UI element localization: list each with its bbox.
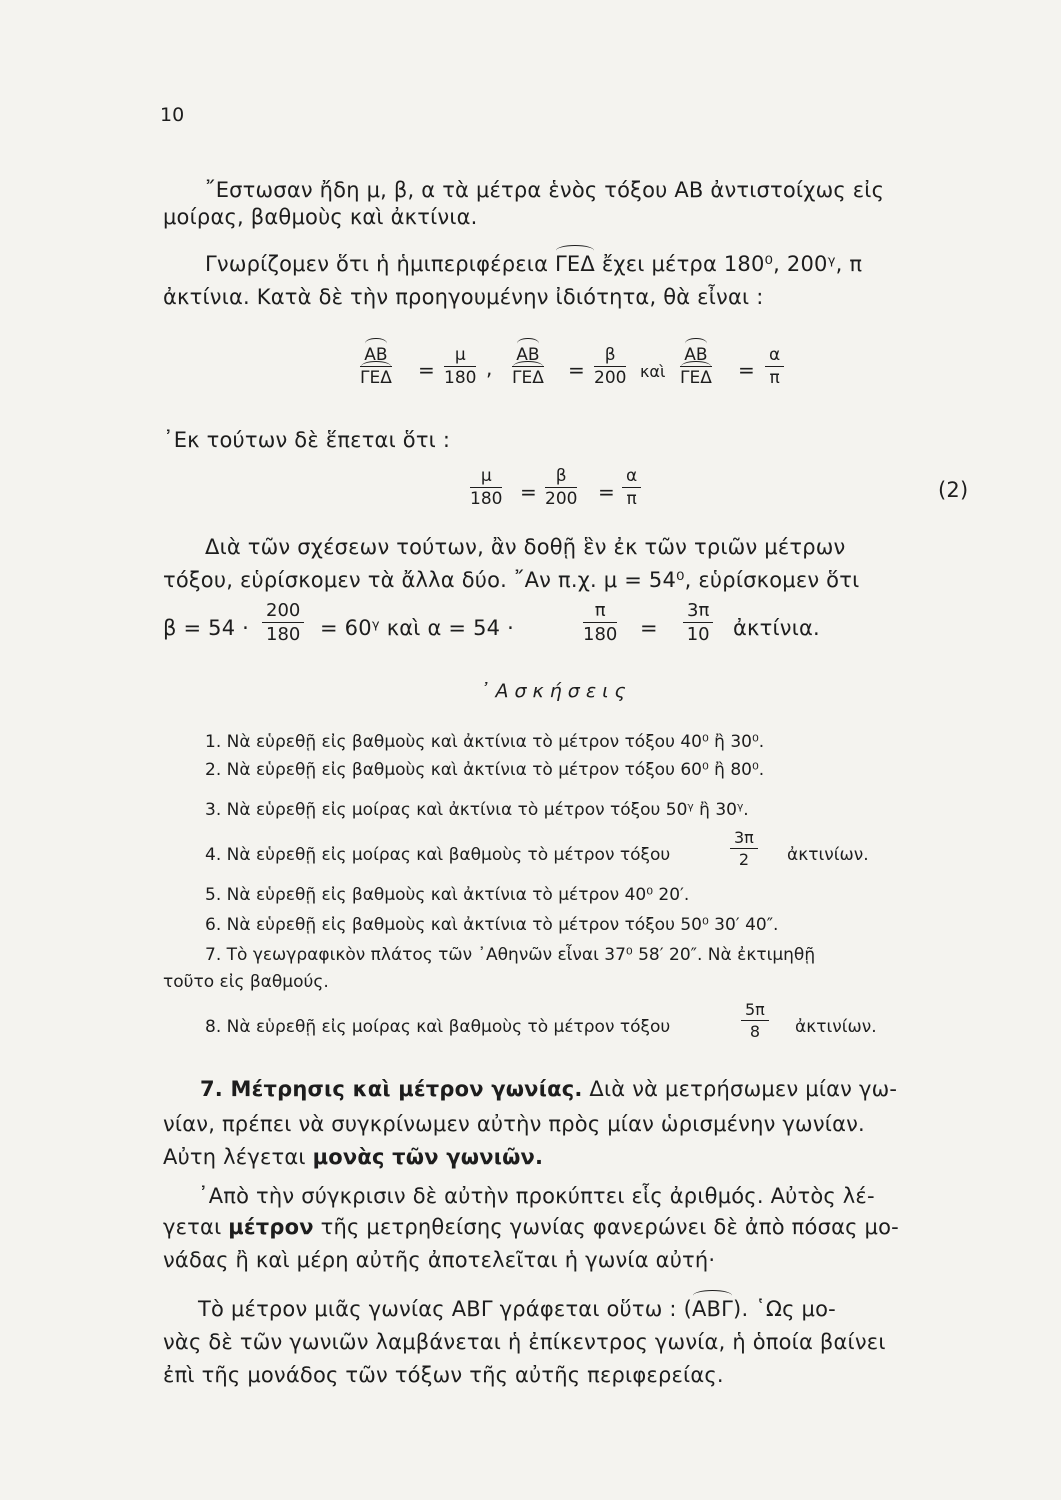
exercise-1: 1. Νὰ εὑρεθῇ εἰς βαθμοὺς καὶ ἀκτίνια τὸ μέτρον τόξου 40⁰ ἢ 30⁰. [205, 732, 765, 752]
section-7-line-3: Αὐτη λέγεται μονὰς τῶν γωνιῶν. [163, 1145, 544, 1169]
exercise-2: 2. Νὰ εὑρεθῇ εἰς βαθμοὺς καὶ ἀκτίνια τὸ μέτρον τόξου 60⁰ ἢ 80⁰. [205, 760, 765, 780]
section-7-line-2: νίαν, πρέπει νὰ συγκρίνωμεν αὐτὴν πρὸς μίαν ὡρισμένην γωνίαν. [163, 1112, 865, 1136]
eq2-frac-alpha-pi: $\frac{\alpha}{\pi}$ [622, 466, 641, 509]
exercise-4-tail: ἀκτινίων. [787, 845, 869, 865]
section-7-line-1: 7. Μέτρησις καὶ μέτρον γωνίας. Διὰ νὰ μετρήσωμεν μίαν γω- [200, 1077, 898, 1101]
eq3-frac-200-180: $\frac{200}{180}$ [262, 600, 304, 645]
book-page: 10 ῎Εστωσαν ἤδη μ, β, α τὰ μέτρα ἑνὸς τόξου ΑΒ ἀντιστοίχως εἰς μοίρας, βαθμοὺς καὶ ἀκτίνια. Γνωρίζομεν ὅτι ἡ ἡμιπεριφέρεια ΓΕΔ ἔχει μέτρα 180⁰, 200ᵞ, π ἀκτίνια. Κατὰ δὲ τὴν προηγουμένην ἰδιότητα, θὰ εἶναι : ΑΒ ΓΕΔ = $\frac{\mu}{180}$ , ΑΒ ΓΕΔ = $\frac{\beta}{200}$ καὶ ΑΒ ΓΕΔ = $\frac{\alpha}{\pi}$ ᾽Εκ τούτων δὲ ἕπεται ὅτι : $\frac{\mu}{180}$ = $\frac{\beta}{200}$ = $\frac{\alpha}{\pi}$ (2) Διὰ τῶν σχέσεων τούτων, ἂν δοθῇ ἓν ἐκ τῶν τριῶν μέτρων τόξου, εὑρίσκομεν τὰ ἄλλα δύο. ῎Αν π.χ. μ = 54⁰, εὑρίσκομεν ὅτι β = 54 · $\frac{200}{180}$ = 60ᵞ καὶ α = 54 · $\frac{\pi}{180}$ = $\frac{3\pi}{10}$ ἀκτίνια. ᾽Ασκήσεις 1. Νὰ εὑρεθῇ εἰς βαθμοὺς καὶ ἀκτίνια τὸ μέτρον τόξου 40⁰ ἢ 30⁰. 2. Νὰ εὑρεθῇ εἰς βαθμοὺς καὶ ἀκτίνια τὸ μέτρον τόξου 60⁰ ἢ 80⁰. 3. Νὰ εὑρεθῇ εἰς μοίρας καὶ ἀκτίνια τὸ μέτρον τόξου 50ᵞ ἢ 30ᵞ. 4. Νὰ εὑρεθῇ εἰς μοίρας καὶ βαθμοὺς τὸ μέτρον τόξου $\frac{3\pi}{2}$ ἀκτινίων. 5. Νὰ εὑρεθῇ εἰς βαθμοὺς καὶ ἀκτίνια τὸ μέτρον 40⁰ 20′. 6. Νὰ εὑρεθῇ εἰς βαθμοὺς καὶ ἀκτίνια τὸ μέτρον τόξου 50⁰ 30′ 40″. 7. Τὸ γεωγραφικὸν πλάτος τῶν ᾽Αθηνῶν εἶναι 37⁰ 58′ 20″. Νὰ ἐκτιμηθῇ τοῦτο εἰς βαθμούς. 8. Νὰ εὑρεθῇ εἰς μοίρας καὶ βαθμοὺς τὸ μέτρον τόξου $\frac{5\pi}{8}$ ἀκτινίων. 7. Μέτρησις καὶ μέτρον γωνίας. Διὰ νὰ μετρήσωμεν μίαν γω- νίαν, πρέπει νὰ συγκρίνωμεν αὐτὴν πρὸς μίαν ὡρισμένην γωνίαν. Αὐτη λέγεται μονὰς τῶν γωνιῶν. ᾽Απὸ τὴν σύγκρισιν δὲ αὐτὴν προκύπτει εἷς ἀριθμός. Αὐτὸς λέ- γεται μέτρον τῆς μετρηθείσης γωνίας φανερώνει δὲ ἀπὸ πόσας μο- νάδας ἢ καὶ μέρη αὐτῆς ἀποτελεῖται ἡ γωνία αὐτή· Τὸ μέτρον μιᾶς γωνίας ΑΒΓ γράφεται οὕτω : (ΑΒΓ). ῾Ως μο- νὰς δὲ τῶν γωνιῶν λαμβάνεται ἡ ἐπίκεντρος γωνία, ἡ ὁποία βαίνει ἐπὶ τῆς μονάδος τῶν τόξων τῆς αὐτῆς περιφερείας. [160, 104, 969, 1387]
exercise-8-frac: $\frac{5\pi}{8}$ [741, 1000, 769, 1041]
intro-line-1: ῎Εστωσαν ἤδη μ, β, α τὰ μέτρα ἑνὸς τόξου ΑΒ ἀντιστοίχως εἰς [205, 178, 885, 202]
eq1-frac-mu-180: $\frac{\mu}{180}$ [444, 345, 477, 388]
eq1-frac-beta-200: $\frac{\beta}{200}$ [594, 345, 627, 388]
angle-abg-notation: ΑΒΓ [691, 1297, 734, 1321]
eq2-frac-beta-200: $\frac{\beta}{200}$ [545, 466, 578, 509]
exercise-8: 8. Νὰ εὑρεθῇ εἰς μοίρας καὶ βαθμοὺς τὸ μέτρον τόξου [205, 1017, 671, 1037]
para2-line-2: τόξου, εὑρίσκομεν τὰ ἄλλα δύο. ῎Αν π.χ. μ = 54⁰, εὑρίσκομεν ὅτι [163, 568, 860, 592]
eq3-part-1: β = 54 · [163, 616, 250, 640]
eq1-frac-ab-ged-2: ΑΒ ΓΕΔ [512, 345, 544, 388]
intro-line-2: μοίρας, βαθμοὺς καὶ ἀκτίνια. [163, 205, 478, 229]
eq1-frac-ab-ged-3: ΑΒ ΓΕΔ [680, 345, 712, 388]
eq2-label: (2) [938, 478, 969, 502]
section-7-line-5: γεται μέτρον τῆς μετρηθείσης γωνίας φανερώνει δὲ ἀπὸ πόσας μο- [163, 1215, 899, 1239]
exercise-6: 6. Νὰ εὑρεθῇ εἰς βαθμοὺς καὶ ἀκτίνια τὸ μέτρον τόξου 50⁰ 30′ 40″. [205, 915, 779, 935]
section-7-line-9: ἐπὶ τῆς μονάδος τῶν τόξων τῆς αὐτῆς περιφερείας. [163, 1363, 724, 1387]
eq2-frac-mu-180: $\frac{\mu}{180}$ [470, 466, 503, 509]
exercise-4-frac: $\frac{3\pi}{2}$ [730, 828, 758, 869]
section-7-line-8: νὰς δὲ τῶν γωνιῶν λαμβάνεται ἡ ἐπίκεντρος γωνία, ἡ ὁποία βαίνει [163, 1330, 886, 1354]
term-measure: μέτρον [228, 1215, 314, 1239]
section-7-line-7: Τὸ μέτρον μιᾶς γωνίας ΑΒΓ γράφεται οὕτω : (ΑΒΓ). ῾Ως μο- [198, 1297, 836, 1321]
eq3-frac-pi-180: $\frac{\pi}{180}$ [583, 600, 618, 645]
exercises-heading: ᾽Ασκήσεις [480, 680, 632, 702]
eq1-frac-ab-ged-1: ΑΒ ΓΕΔ [360, 345, 392, 388]
section-7-line-4: ᾽Απὸ τὴν σύγκρισιν δὲ αὐτὴν προκύπτει εἷς ἀριθμός. Αὐτὸς λέ- [198, 1184, 875, 1208]
eq3-part-2: = 60ᵞ καὶ α = 54 · [320, 616, 514, 640]
intro-line-3: Γνωρίζομεν ὅτι ἡ ἡμιπεριφέρεια ΓΕΔ ἔχει μέτρα 180⁰, 200ᵞ, π [205, 252, 863, 276]
exercise-7: 7. Τὸ γεωγραφικὸν πλάτος τῶν ᾽Αθηνῶν εἶναι 37⁰ 58′ 20″. Νὰ ἐκτιμηθῇ [205, 945, 816, 965]
eq3-part-4: ἀκτίνια. [733, 616, 820, 640]
section-7-line-6: νάδας ἢ καὶ μέρη αὐτῆς ἀποτελεῖται ἡ γωνία αὐτή· [163, 1248, 716, 1272]
eq1-frac-alpha-pi: $\frac{\alpha}{\pi}$ [765, 345, 784, 388]
intro-line-4: ἀκτίνια. Κατὰ δὲ τὴν προηγουμένην ἰδιότητα, θὰ εἶναι : [163, 285, 764, 309]
term-unit-of-angles: μονὰς τῶν γωνιῶν. [312, 1145, 544, 1169]
eq3-frac-3pi-10: $\frac{3\pi}{10}$ [683, 600, 713, 645]
exercise-8-tail: ἀκτινίων. [795, 1017, 877, 1037]
exercise-5: 5. Νὰ εὑρεθῇ εἰς βαθμοὺς καὶ ἀκτίνια τὸ μέτρον 40⁰ 20′. [205, 885, 690, 905]
page-number: 10 [160, 104, 185, 126]
arc-gamma-epsilon-delta: ΓΕΔ [555, 252, 595, 276]
eq3-part-3: = [640, 616, 658, 640]
exercise-3: 3. Νὰ εὑρεθῇ εἰς μοίρας καὶ ἀκτίνια τὸ μέτρον τόξου 50ᵞ ἢ 30ᵞ. [205, 800, 749, 820]
section-7-title: 7. Μέτρησις καὶ μέτρον γωνίας. [200, 1077, 583, 1101]
exercise-4: 4. Νὰ εὑρεθῇ εἰς μοίρας καὶ βαθμοὺς τὸ μέτρον τόξου [205, 845, 671, 865]
exercise-7-cont: τοῦτο εἰς βαθμούς. [163, 972, 329, 992]
para2-line-1: Διὰ τῶν σχέσεων τούτων, ἂν δοθῇ ἓν ἐκ τῶν τριῶν μέτρων [205, 535, 846, 559]
ek-line: ᾽Εκ τούτων δὲ ἕπεται ὅτι : [163, 428, 451, 452]
